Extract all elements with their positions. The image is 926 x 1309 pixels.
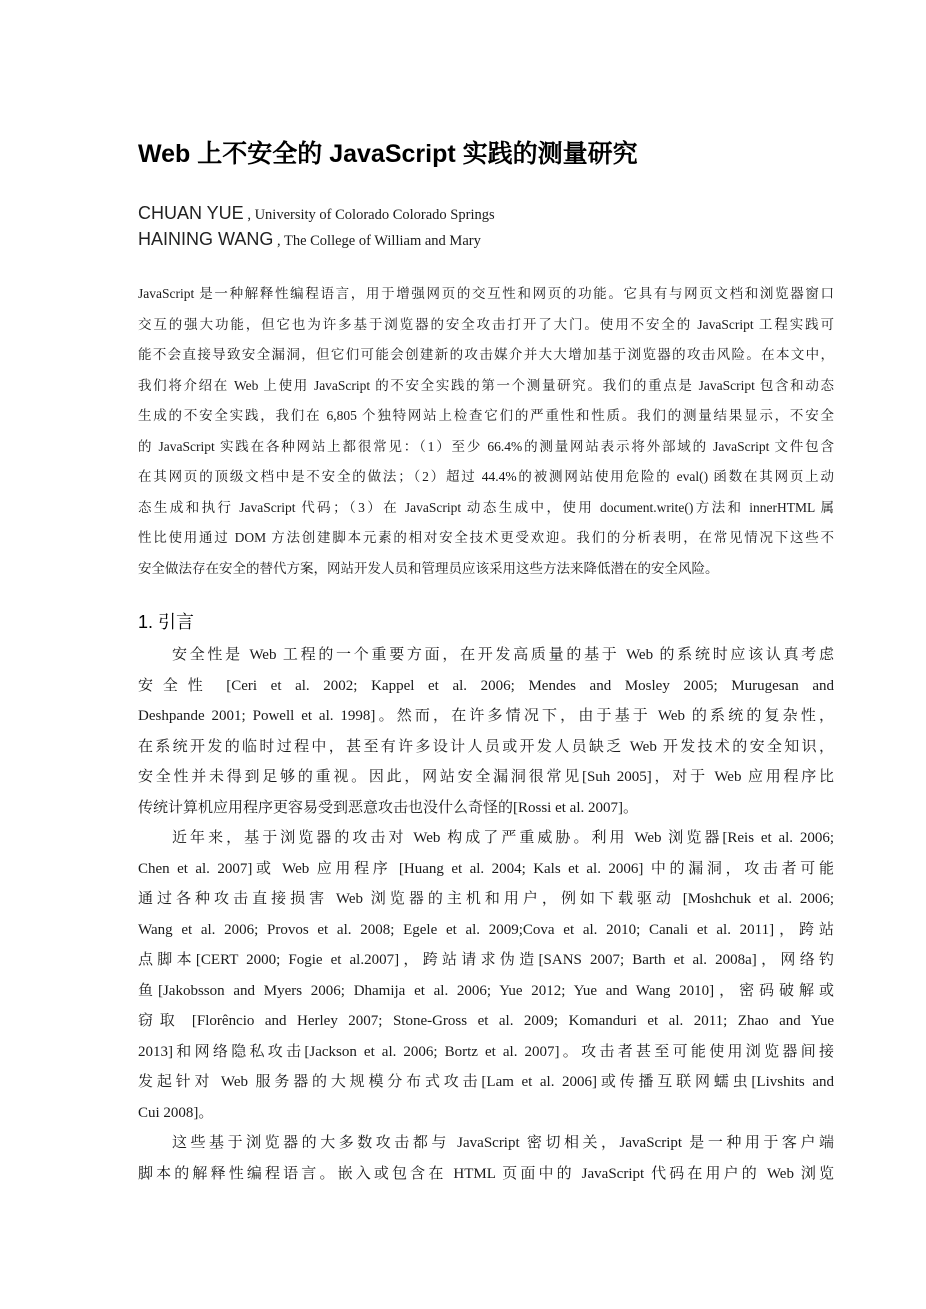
text-line: 脚本的解释性编程语言。嵌入或包含在 HTML 页面中的 JavaScript 代码在用户的 Web 浏览 — [138, 1165, 834, 1182]
text-line: 传统计算机应用程序更容易受到恶意攻击也没什么奇怪的[Rossi et al. 2007]。 — [138, 799, 638, 816]
author-list — [138, 201, 834, 253]
author-name: HAINING WANG — [138, 229, 274, 249]
author-line — [138, 227, 834, 253]
text-line: 安全做法存在安全的替代方案，网站开发人员和管理员应该采用这些方法来降低潜在的安全风险。 — [138, 560, 719, 576]
author-affiliation: The College of William and Mary — [283, 233, 481, 249]
text-line: 通过各种攻击直接损害 Web 浏览器的主机和用户，例如下载驱动 [Moshchuk et al. 2006; — [138, 891, 834, 907]
text-line: 点脚本[CERT 2000; Fogie et al.2007]，跨站请求伪造[SANS 2007; Barth et al. 2008a]，网络钓 — [138, 952, 834, 968]
text-line: 2013]和网络隐私攻击[Jackson et al. 2006; Bortz et al. 2007]。攻击者甚至可能使用浏览器间接 — [138, 1043, 834, 1060]
author-affiliation: University of Colorado Colorado Springs — [254, 207, 495, 223]
text-line: 我们将介绍在 Web 上使用 JavaScript 的不安全实践的第一个测量研究。我们的重点是 JavaScript 包含和动态 — [138, 377, 834, 393]
text-line: 生成的不安全实践，我们在 6,805 个独特网站上检查它们的严重性和性质。我们的测量结果显示，不安全 — [138, 408, 834, 423]
text-line: Chen et al. 2007]或 Web 应用程序 [Huang et al. 2004; Kals et al. 2006] 中的漏洞，攻击者可能 — [138, 860, 834, 877]
author-separator: , — [273, 233, 284, 249]
text-line: Wang et al. 2006; Provos et al. 2008; Egele et al. 2009;Cova et al. 2010; Canali et al. 2011]，跨站 — [138, 921, 834, 938]
text-line: 这些基于浏览器的大多数攻击都与 JavaScript 密切相关，JavaScript 是一种用于客户端 — [172, 1135, 834, 1151]
text-line: 安全性并未得到足够的重视。因此，网站安全漏洞很常见[Suh 2005]，对于 Web 应用程序比 — [138, 769, 834, 785]
abstract-paragraph — [138, 279, 834, 584]
text-line: Cui 2008]。 — [138, 1104, 214, 1121]
text-line: 的 JavaScript 实践在各种网站上都很常见：（1）至少 66.4%的测量网站表示将外部域的 JavaScript 文件包含 — [138, 438, 834, 454]
text-line: 窃取 [Florêncio and Herley 2007; Stone-Gross et al. 2009; Komanduri et al. 2011; Zhao and Yue — [138, 1013, 834, 1029]
author-name: CHUAN YUE — [138, 203, 244, 223]
text-line: 发起针对 Web 服务器的大规模分布式攻击[Lam et al. 2006]或传播互联网蠕虫[Livshits and — [138, 1074, 834, 1090]
text-line: 在系统开发的临时过程中，甚至有许多设计人员或开发人员缺乏 Web 开发技术的安全知识， — [138, 738, 834, 755]
text-line: 交互的强大功能，但它也为许多基于浏览器的安全攻击打开了大门。使用不安全的 JavaScript 工程实践可 — [138, 316, 834, 332]
text-line: 态生成和执行 JavaScript 代码；（3）在 JavaScript 动态生成中，使用 document.write()方法和 innerHTML 属 — [138, 499, 834, 515]
text-line: 安全性 [Ceri et al. 2002; Kappel et al. 2006; Mendes and Mosley 2005; Murugesan and — [138, 677, 834, 694]
author-separator: , — [243, 207, 255, 223]
text-line: JavaScript 是一种解释性编程语言，用于增强网页的交互性和网页的功能。它具有与网页文档和浏览器窗口 — [138, 286, 834, 301]
introduction-section — [138, 640, 834, 1189]
text-line: 在其网页的顶级文档中是不安全的做法；（2）超过 44.4%的被测网站使用危险的 eval() 函数在其网页上动 — [138, 469, 834, 484]
text-line: 鱼[Jakobsson and Myers 2006; Dhamija et al. 2006; Yue 2012; Yue and Wang 2010]，密码破解或 — [138, 982, 834, 999]
text-line: 安全性是 Web 工程的一个重要方面，在开发高质量的基于 Web 的系统时应该认真考虑 — [172, 647, 834, 663]
text-line: 能不会直接导致安全漏洞，但它们可能会创建新的攻击媒介并大大增加基于浏览器的攻击风险。在本文中， — [138, 347, 834, 362]
section-heading-introduction: 1. 引言 — [138, 612, 195, 632]
paper-title: Web 上不安全的 JavaScript 实践的测量研究 — [138, 140, 638, 168]
text-line: Deshpande 2001; Powell et al. 1998]。然而，在许多情况下，由于基于 Web 的系统的复杂性， — [138, 708, 834, 724]
author-line — [138, 201, 834, 227]
text-line: 性比使用通过 DOM 方法创建脚本元素的相对安全技术更受欢迎。我们的分析表明，在常见情况下这些不 — [138, 530, 834, 545]
text-line: 近年来，基于浏览器的攻击对 Web 构成了严重威胁。利用 Web 浏览器[Reis et al. 2006; — [172, 830, 834, 846]
